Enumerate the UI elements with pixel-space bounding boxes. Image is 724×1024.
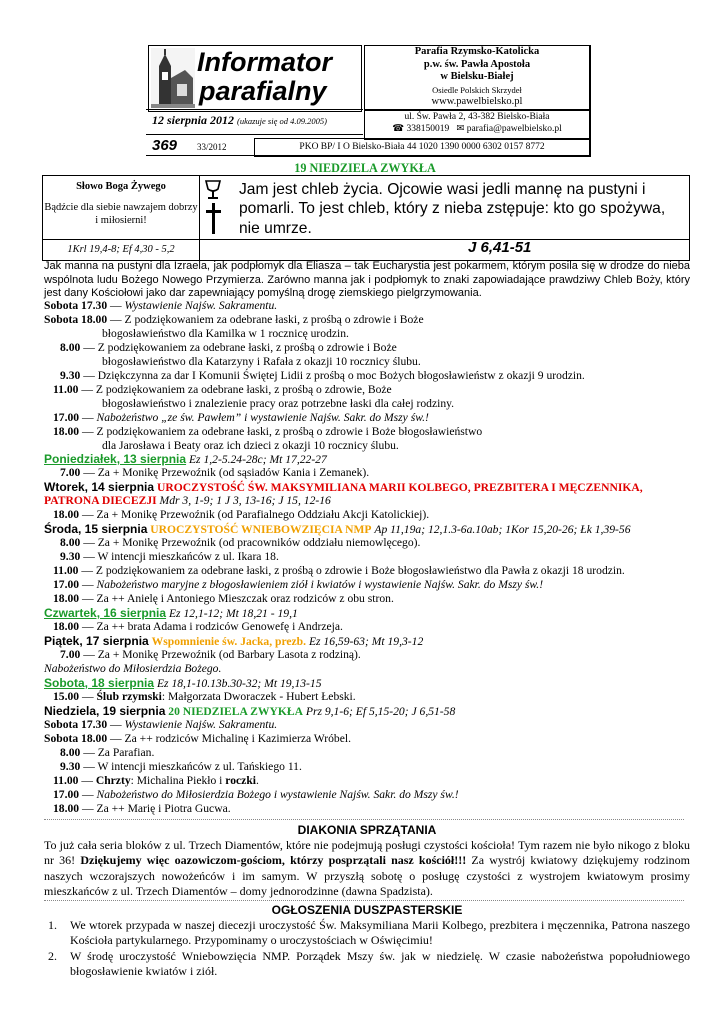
issue-date: [152, 113, 362, 128]
church-icon: [151, 48, 195, 108]
mass-row: 17.00 — Nabożeństwo maryjne z błogosławieniem ziół i kwiatów i wystawienie Najśw. Sakr. do Mszy św.!: [53, 578, 544, 591]
mass-row: Sobota 17.30 — Wystawienie Najśw. Sakramentu.: [44, 718, 278, 731]
mass-time: 11.00: [53, 383, 79, 396]
mass-intention: W intencji mieszkańców z ul. Tańskiego 11.: [97, 760, 302, 773]
mass-row: 11.00 — Chrzty: Michalina Piekło i roczki.: [53, 774, 259, 787]
mass-row: 8.00 — Za Parafian.: [60, 746, 155, 759]
divider: [146, 134, 363, 135]
masthead-logo: [148, 45, 362, 112]
announcement-item: We wtorek przypada w naszej diecezji uroczystość Św. Maksymiliana Marii Kolbego, prezbitera i męczennika, Patrona naszego Kościoła partykularnego. Przypominamy o uroczystościach w Oświęcimiu!: [70, 918, 690, 948]
divider: [146, 109, 363, 110]
mass-row: 9.30 — W intencji mieszkańców z ul. Tańskiego 11.: [60, 760, 302, 773]
feast-name: UROCZYSTOŚĆ ŚW. MAKSYMILIANA MARII KOLBEGO, PREZBITERA I MĘCZENNIKA,: [156, 481, 643, 494]
mass-row: 9.30 — Dziękczynna za dar I Komunii Świętej Lidii z prośbą o moc Bożych błogosławieństw z okazji 9 urodzin.: [60, 369, 585, 382]
mass-intention: Wystawienie Najśw. Sakramentu.: [124, 718, 278, 731]
mass-row: 7.00 — Za + Monikę Przewoźnik (od Barbary Lasota z rodziną).: [60, 648, 361, 661]
readings-ref: 1Krl 19,4-8; Ef 4,30 - 5,2: [43, 240, 200, 260]
parish-patron: p.w. św. Pawła Apostoła: [423, 58, 531, 70]
readings-ref: Ez 12,1-12; Mt 18,21 - 19,1: [168, 607, 298, 620]
mass-time: 18.00: [53, 620, 80, 633]
mass-row: 18.00 — Za ++ brata Adama i rodziców Genowefę i Andrzeja.: [53, 620, 343, 633]
mass-row: 17.00 — Nabożeństwo do Miłosierdzia Bożego i wystawienie Najśw. Sakr. do Mszy św.!: [53, 788, 459, 801]
mass-row: 8.00 — Za + Monikę Przewoźnik (od pracowników oddziału niemowlęcego).: [60, 536, 421, 549]
mass-intention: : Małgorzata Dworaczek - Hubert Łebski.: [161, 690, 356, 703]
mass-row: Sobota 18.00 — Za ++ rodziców Michalinę i Kazimierza Wróbel.: [44, 732, 351, 745]
mass-intention: Za Parafian.: [97, 746, 155, 759]
announcement-item: W środę uroczystość Wniebowzięcia NMP. Porządek Mszy św. jak w niedzielę. W czasie nabożeństwa popołudniowego błogosławienie kwiatów i ziół.: [70, 949, 690, 979]
devotion-note: Nabożeństwo do Miłosierdzia Bożego.: [44, 662, 222, 675]
bank-account: PKO BP/ I O Bielsko-Biała 44 1020 1390 0000 6302 0157 8772: [254, 138, 591, 157]
mass-intention: Z podziękowaniem za odebrane łaski, z prośbą o zdrowie, Boże: [95, 383, 392, 396]
readings-row: [43, 239, 689, 260]
day-label: Wtorek, 14 sierpnia: [44, 480, 155, 494]
mass-time: 8.00: [60, 341, 81, 354]
mass-time: 9.30: [60, 550, 81, 563]
chalice-cross-icon: [203, 179, 223, 235]
mass-time: 7.00: [60, 648, 81, 661]
mass-intention-cont: dla Jarosława i Beaty oraz ich dzieci z okazji 10 rocznicy ślubu.: [102, 439, 399, 452]
mass-row: 18.00 — Za ++ Marię i Piotra Gucwa.: [53, 802, 231, 815]
mass-row: 18.00 — Za + Monikę Przewoźnik (od Parafialnego Oddziału Akcji Katolickiej).: [53, 508, 430, 521]
parish-city: w Bielsku-Białej: [440, 71, 514, 83]
mass-time: 9.30: [60, 369, 81, 382]
mass-time: 18.00: [53, 508, 80, 521]
mass-intention-cont: błogosławieństwo dla Kamilka w 1 rocznicę urodzin.: [102, 327, 349, 340]
mass-intention: Za ++ rodziców Michalinę i Kazimierza Wróbel.: [124, 732, 351, 745]
word-of-god-panel: [43, 176, 200, 239]
mass-row: 15.00 — Ślub rzymski: Małgorzata Dworaczek - Hubert Łebski.: [53, 690, 356, 703]
mass-time: 8.00: [60, 536, 81, 549]
mass-intention: Za + Monikę Przewoźnik (od Parafialnego Oddziału Akcji Katolickiej).: [96, 508, 430, 521]
parish-box: [364, 45, 591, 111]
mass-time: Sobota 18.00: [44, 732, 108, 745]
mass-intention: Z podziękowaniem za odebrane łaski, z prośbą o zdrowie i Boże błogosławieństwo: [96, 425, 483, 438]
mass-intention: Nabożeństwo „ze św. Pawłem” i wystawienie Najśw. Sakr. do Mszy św.!: [96, 411, 429, 424]
gospel-box: [42, 175, 690, 261]
mass-intention: Za + Monikę Przewoźnik (od sąsiadów Kania i Zemanek).: [97, 466, 370, 479]
mass-row: 18.00 — Za ++ Anielę i Antoniego Mieszczak oraz rodziców z obu stron.: [53, 592, 394, 605]
email-link[interactable]: parafia@pawelbielsko.pl: [466, 124, 562, 134]
cleaning-heading: DIAKONIA SPRZĄTANIA: [297, 823, 437, 837]
mass-intention-cont: błogosławieństwo i znalezienie pracy oraz potrzebne łaski dla całej rodziny.: [102, 397, 455, 410]
masthead-title-line1: Informator: [197, 47, 332, 77]
website-link[interactable]: www.pawelbielsko.pl: [431, 96, 523, 108]
mass-time: 11.00: [53, 774, 79, 787]
mass-time: 15.00: [53, 690, 80, 703]
mass-intention: Za + Monikę Przewoźnik (od pracowników oddziału niemowlęcego).: [97, 536, 421, 549]
readings-ref: Prz 9,1-6; Ef 5,15-20; J 6,51-58: [305, 705, 456, 718]
list-number: 2.: [48, 949, 57, 963]
feast-name: Wspomnienie św. Jacka, prezb.: [151, 635, 307, 648]
mass-time: 17.00: [53, 578, 80, 591]
word-title: Słowo Boga Żywego: [76, 181, 166, 192]
parish-name: Parafia Rzymsko-Katolicka: [414, 46, 540, 57]
mass-time: 17.00: [53, 788, 80, 801]
feast-name: PATRONA DIECEZJI: [44, 494, 157, 507]
mass-intention: Za ++ Anielę i Antoniego Mieszczak oraz rodziców z obu stron.: [96, 592, 394, 605]
mass-time: Sobota 18.00: [44, 313, 108, 326]
cleaning-thanks: Dziękujemy więc oazowiczom-gościom, którzy posprzątali nasz kościół!!!: [80, 853, 467, 868]
divider: [146, 155, 591, 156]
masthead-title-line2: parafialny: [199, 76, 327, 106]
mass-intention: Za + Monikę Przewoźnik (od Barbary Lasota z rodziną).: [97, 648, 361, 661]
day-label: Piątek, 17 sierpnia: [44, 634, 149, 648]
day-label: Poniedziałek, 13 sierpnia: [44, 452, 187, 466]
motto: Bądźcie dla siebie nawzajem dobrzy i miłosierni!: [44, 202, 198, 226]
mass-intention: Z podziękowaniem za odebrane łaski, z prośbą o zdrowie i Boże: [124, 313, 424, 326]
announcements-heading: OGŁOSZENIA DUSZPASTERSKIE: [271, 903, 463, 917]
mass-time: 18.00: [53, 592, 80, 605]
date-note: (ukazuje się od 4.09.2005): [237, 116, 327, 126]
day-label: Sobota, 18 sierpnia: [44, 676, 155, 690]
gospel-quote: Jam jest chleb życia. Ojcowie wasi jedli mannę na pustyni i pomarli. To jest chleb, który z nieba zstępuje: kto go spożywa, nie umrze.: [239, 181, 666, 237]
feast-name: UROCZYSTOŚĆ WNIEBOWZIĘCIA NMP: [150, 523, 372, 536]
mass-time: 17.00: [53, 411, 80, 424]
mass-row: 11.00 — Z podziękowaniem za odebrane łaski, z prośbą o zdrowie, Boże: [53, 383, 392, 396]
mass-row: 7.00 — Za + Monikę Przewoźnik (od sąsiadów Kania i Zemanek).: [60, 466, 370, 479]
mass-intention: Wystawienie Najśw. Sakramentu.: [124, 299, 278, 312]
email-icon: ✉: [456, 124, 465, 134]
mass-time: Sobota 17.30: [44, 299, 108, 312]
mass-time: 18.00: [53, 802, 80, 815]
mass-intention: Z podziękowaniem za odebrane łaski, z prośbą o zdrowie i Boże błogosławieństwo dla Pawła z okazji 18 urodzin.: [95, 564, 625, 577]
mass-intention: Nabożeństwo do Miłosierdzia Bożego i wystawienie Najśw. Sakr. do Mszy św.!: [96, 788, 459, 801]
mass-row: 11.00 — Z podziękowaniem za odebrane łaski, z prośbą o zdrowie i Boże błogosławieństwo dla Pawła z okazji 18 urodzin.: [53, 564, 625, 577]
list-number: 1.: [48, 918, 57, 932]
readings-ref: Ez 1,2-5.24-28c; Mt 17,22-27: [188, 453, 327, 466]
section-divider: [44, 819, 684, 820]
mass-row: 9.30 — W intencji mieszkańców z ul. Ikara 18.: [60, 550, 279, 563]
event-label: Chrzty: [95, 774, 131, 787]
mass-intention-cont: błogosławieństwo dla Katarzyny i Rafała z okazji 10 rocznicy ślubu.: [102, 355, 421, 368]
mass-time: 8.00: [60, 746, 81, 759]
day-heading-tuesday-cont: [44, 494, 331, 508]
mass-intention: W intencji mieszkańców z ul. Ikara 18.: [97, 550, 279, 563]
day-label: Czwartek, 16 sierpnia: [44, 606, 167, 620]
issue-code: 33/2012: [197, 142, 227, 152]
mass-intention: Za ++ Marię i Piotra Gucwa.: [96, 802, 231, 815]
readings-ref: Ap 11,19a; 12,1.3-6a.10ab; 1Kor 15,20-26; Łk 1,39-56: [374, 523, 631, 536]
event-label: roczki: [225, 774, 256, 787]
day-label: Środa, 15 sierpnia: [44, 522, 148, 536]
mass-row: 17.00 — Nabożeństwo „ze św. Pawłem” i wystawienie Najśw. Sakr. do Mszy św.!: [53, 411, 429, 424]
mass-time: Sobota 17.30: [44, 718, 108, 731]
mass-time: 9.30: [60, 760, 81, 773]
intro-paragraph: Jak manna na pustyni dla Izraela, jak podpłomyk dla Eliasza – tak Eucharystia jest pokarmem, którym posila się w drodze do nieba wspólnota ludu Bożego Nowego Przymierza. Zarówno manna jak i podpłomyk to znaki zapowiadające prawdziwy Chleb Boży, który jest dany Kościołowi jako dar zapewniający pomyślną drogę ziemskiego pielgrzymowania.: [44, 260, 690, 299]
cleaning-text: Za wystrój kwiatowy dziękujemy rodzinom naszych wczorajszych nowożeńców i im samym. W przyszłą sobotę o posługę czystości z wystrojem kwiatowym prosimy mieszkańców z ul. Trzech Diamentów – domy jednorodzinne (dawna Spadzista).: [44, 853, 691, 899]
readings-ref: Ez 18,1-10.13b.30-32; Mt 19,13-15: [156, 677, 322, 690]
mass-intention: : Michalina Piekło i: [130, 774, 226, 787]
cleaning-paragraph: [44, 838, 690, 900]
address: ul. Św. Pawła 2, 43-382 Bielsko-Biała: [404, 112, 550, 122]
section-divider: [44, 900, 684, 901]
readings-ref: Ez 16,59-63; Mt 19,3-12: [308, 635, 424, 648]
mass-intention: Dziękczynna za dar I Komunii Świętej Lidii z prośbą o moc Bożych błogosławieństw z okazji 9 urodzin.: [97, 369, 585, 382]
feast-name: 20 NIEDZIELA ZWYKŁA: [168, 705, 303, 718]
mass-intention: Za ++ brata Adama i rodziców Genowefę i Andrzeja.: [96, 620, 343, 633]
event-label: Ślub rzymski: [96, 690, 162, 703]
date-text: 12 sierpnia 2012: [152, 113, 235, 127]
phone: 338150019: [406, 124, 450, 134]
mass-row: Sobota 17.30 — Wystawienie Najśw. Sakramentu.: [44, 299, 278, 312]
punctuation: .: [256, 774, 259, 787]
day-label: Niedziela, 19 sierpnia: [44, 704, 166, 718]
mass-time: 18.00: [53, 425, 80, 438]
readings-ref: Mdr 3, 1-9; 1 J 3, 13-16; J 15, 12-16: [159, 494, 331, 507]
gospel-ref: J 6,41-51: [468, 239, 532, 256]
parish-district: Osiedle Polskich Skrzydeł: [432, 84, 522, 95]
phone-icon: ☎: [392, 124, 405, 134]
mass-time: 7.00: [60, 466, 81, 479]
sunday-title: 19 NIEDZIELA ZWYKŁA: [294, 161, 436, 175]
mass-row: Sobota 18.00 — Z podziękowaniem za odebrane łaski, z prośbą o zdrowie i Boże: [44, 313, 424, 326]
mass-row: 8.00 — Z podziękowaniem za odebrane łaski, z prośbą o zdrowie i Boże: [60, 341, 397, 354]
mass-time: 11.00: [53, 564, 79, 577]
mass-intention: Nabożeństwo maryjne z błogosławieniem ziół i kwiatów i wystawienie Najśw. Sakr. do Mszy św.!: [96, 578, 544, 591]
issue-number: 369: [152, 137, 178, 154]
mass-intention: Z podziękowaniem za odebrane łaski, z prośbą o zdrowie i Boże: [97, 341, 397, 354]
address-box: [364, 110, 591, 140]
cleaning-text: To już cała seria bloków z ul. Trzech Diamentów, które nie podejmują posługi czystości kościoła! Tym razem nie było nikogo z bloku nr 36!: [44, 838, 690, 868]
mass-row: 18.00 — Z podziękowaniem za odebrane łaski, z prośbą o zdrowie i Boże błogosławieństwo: [53, 425, 483, 438]
